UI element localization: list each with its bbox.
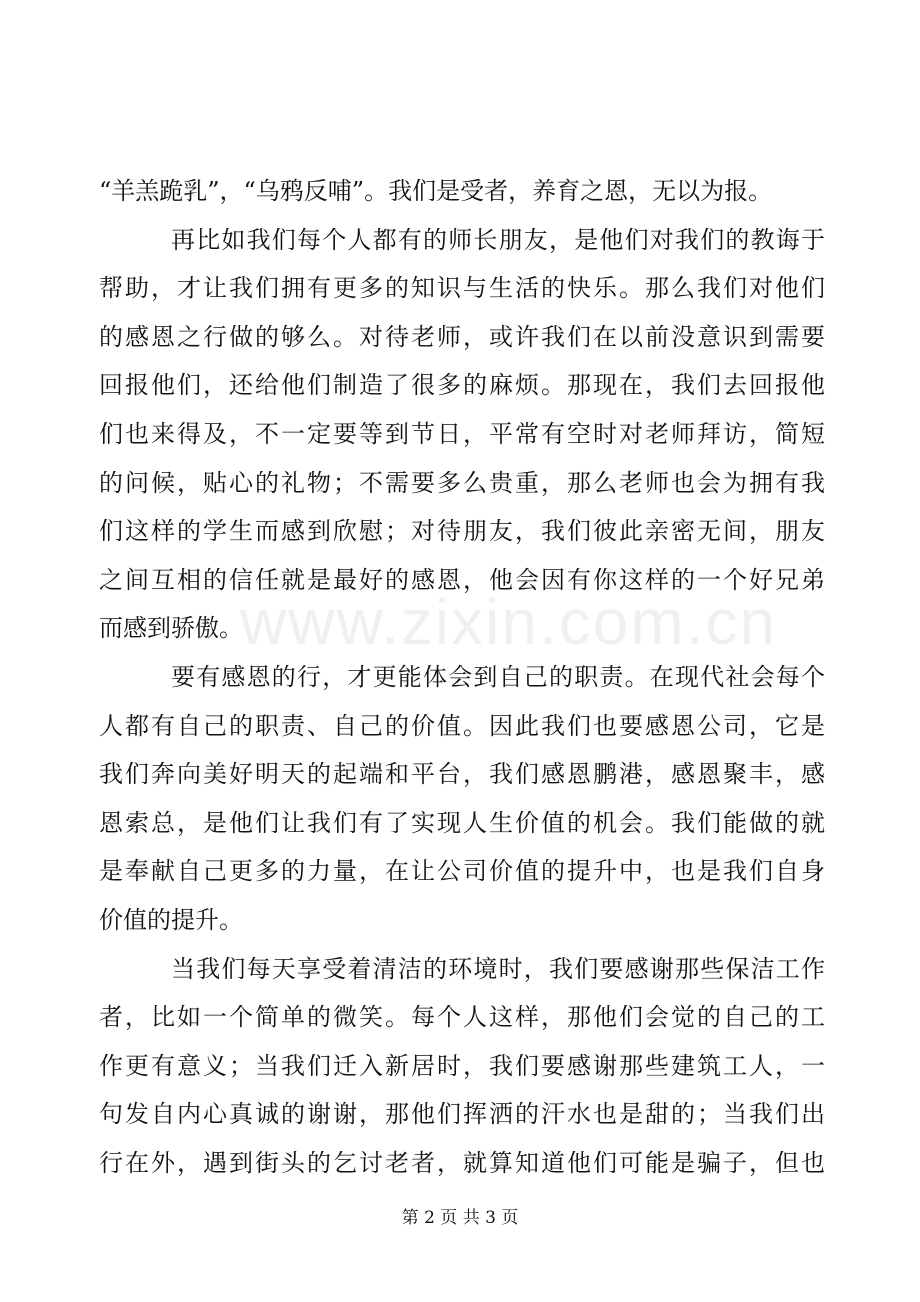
- text-line: 的问候，贴心的礼物；不需要多么贵重，那么老师也会为拥有我: [99, 468, 825, 497]
- text-line: 价值的提升。: [99, 905, 243, 934]
- text-line: 句发自内心真诚的谢谢，那他们挥洒的汗水也是甜的；当我们出: [99, 1100, 825, 1129]
- text-line: 帮助，才让我们拥有更多的知识与生活的快乐。那么我们对他们: [99, 274, 825, 303]
- text-line: 我们奔向美好明天的起端和平台，我们感恩鹏港，感恩聚丰，感: [99, 760, 825, 789]
- text-line: 的感恩之行做的够么。对待老师，或许我们在以前没意识到需要: [99, 322, 825, 351]
- body-text: [99, 167, 825, 1187]
- text-line: 们这样的学生而感到欣慰；对待朋友，我们彼此亲密无间，朋友: [99, 517, 825, 546]
- text-line: 恩索总，是他们让我们有了实现人生价值的机会。我们能做的就: [99, 808, 825, 837]
- watermark: www.zixin.com.cn: [240, 586, 777, 658]
- text-line: 而感到骄傲。: [99, 614, 243, 643]
- text-line: 是奉献自己更多的力量，在让公司价值的提升中，也是我们自身: [99, 857, 825, 886]
- text-line: 们也来得及，不一定要等到节日，平常有空时对老师拜访，简短: [99, 419, 825, 448]
- text-line: 者，比如一个简单的微笑。每个人这样，那他们会觉的自己的工: [99, 1003, 825, 1032]
- page-footer: 第 2 页 共 3 页: [401, 1208, 519, 1228]
- text-line: 当我们每天享受着清洁的环境时，我们要感谢那些保洁工作: [171, 954, 825, 983]
- text-line: 再比如我们每个人都有的师长朋友，是他们对我们的教诲于: [171, 225, 825, 254]
- text-line: 作更有意义；当我们迁入新居时，我们要感谢那些建筑工人，一: [99, 1051, 825, 1080]
- text-line: 行在外，遇到街头的乞讨老者，就算知道他们可能是骗子，但也: [99, 1148, 825, 1177]
- text-line: 要有感恩的行，才更能体会到自己的职责。在现代社会每个: [171, 662, 825, 691]
- text-line: 之间互相的信任就是最好的感恩，他会因有你这样的一个好兄弟: [99, 565, 825, 594]
- text-line: “羊羔跪乳”，“乌鸦反哺”。我们是受者，养育之恩，无以为报。: [99, 177, 773, 205]
- text-line: 人都有自己的职责、自己的价值。因此我们也要感恩公司，它是: [99, 711, 825, 740]
- text-line: 回报他们，还给他们制造了很多的麻烦。那现在，我们去回报他: [99, 371, 825, 400]
